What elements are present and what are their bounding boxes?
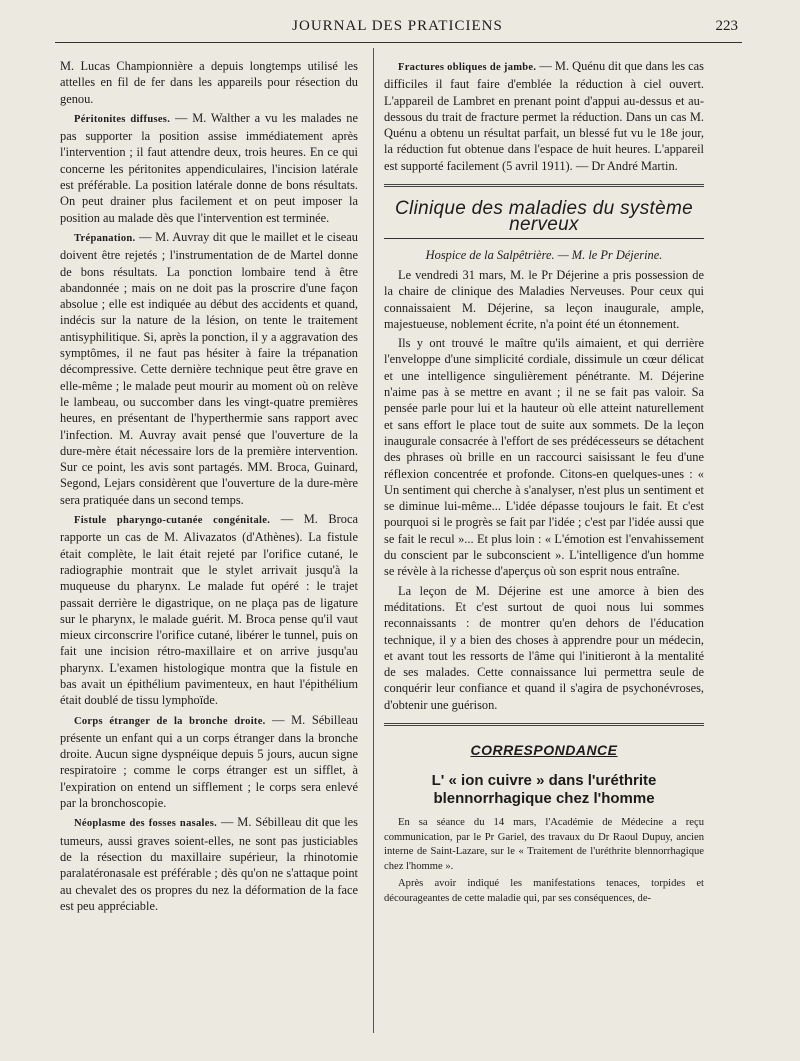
paragraph-body: — M. Quénu dit que dans les cas difficiles il faut faire d'emblée la réduction à ciel ouvert. L'appareil de Lambret en prenant point d'appui au-dessus et au-dessous du trait de fracture permet la réduction. Dans un cas M. Quénu a obtenu un résultat parfait, un blessé fut vu le 18e jour, la réduction fut obtenue dans l'espace de huit heures. L'appareil est supporté facilement (5 avril 1911). — Dr André Martin. <box>384 59 705 173</box>
byline-text: Hospice de la Salpêtrière. — M. le Pr Déjerine. <box>425 247 663 262</box>
paragraph-body: — M. Walther a vu les malades ne pas supporter la position assise immédiatement après l'intervention ; il faut attendre deux, trois heures. En ce qui concerne les péritonites appendiculaires, l'incision latérale est préférable. La position latérale donne de bons résultats. On peut drainer plus facilement et on peut imposer la position au malade dès que l'intervention est terminée. <box>60 110 358 225</box>
column-divider <box>373 48 374 1033</box>
paragraph-lead: Corps étranger de la bronche droite. <box>74 715 266 727</box>
paragraph: Ils y ont trouvé le maître qu'ils aimaient, et qui derrière l'enveloppe d'une simplicité cordiale, dissimule un cœur délicat et une intelligence singulièrement pénétrante. M. Déjerine n'aime pas à se mettre en avant ; il ne se fait pas valoir. Sa pensée parle pour lui et la hauteur où elle atteint naturellement et sans effort le place tout de suite aux sommets. De la leçon inaugurale consacrée à l'effort de ses prédécesseurs se détachent des phrases où brille en un raccourci saisissant le feu d'une réflexion concentrée et profonde. Citons-en quelques-unes : « Un sentiment qui cherche à s'analyser, n'est plus un sentiment et se diminue lui-même... L'idée dépasse toujours le fait. Et c'est pourquoi si le progrès se fait par l'idée ; c'est par l'idée aussi que se fait le recul »... Et plus loin : « L'émotion est l'envahissement du conscient par le subconscient ». L'intelligence d'un homme se révèle à la richesse d'aperçus où son esprit nous entraîne. <box>384 336 704 579</box>
paragraph <box>60 229 358 508</box>
section-rule <box>384 184 704 187</box>
paragraph: Après avoir indiqué les manifestations tenaces, torpides et décourageantes de cette maladie qui, par ses conséquences, de- <box>384 878 704 904</box>
section-subrule <box>384 238 704 239</box>
paragraph-lead: Fractures obliques de jambe. <box>398 62 537 73</box>
paragraph: En sa séance du 14 mars, l'Académie de Médecine a reçu communication, par le Pr Gariel, des travaux du Dr Raoul Dupuy, ancien interne de Saint-Lazare, sur le « Traitement de l'uréthrite blennorrhagique chez l'homme ». <box>384 817 704 872</box>
paragraph <box>60 511 358 709</box>
page-number: 223 <box>715 18 738 34</box>
byline <box>384 247 704 263</box>
right-column <box>384 58 704 909</box>
paragraph-body: — M. Sébilleau présente un enfant qui a un corps étranger dans la bronche droite. Aucun signe dyspnéique depuis 5 jours, aucun signe respiratoire ; comme le corps étranger est un sifflet, à l'expiration on entend un sifflement ; le corps sera enlevé par la bronchoscopie. <box>60 712 358 811</box>
paragraph-lead: Péritonites diffuses. <box>74 113 171 125</box>
paragraph: La leçon de M. Déjerine est une amorce à bien des méditations. Et c'est surtout de quoi nous lui sommes reconnaissants : de montrer qu'en dehors de l'éducation technique, il y a bien des choses à apprendre pour un médecin, et avant tout les ressorts de l'âme qui l'initieront à la mentalité de ses malades. Cette connaissance lui permettra seule de conquérir leur confiance et quand il s'agira de psychonévroses, d'obtenir une guérison. <box>384 583 704 712</box>
paragraph-body: — M. Sébilleau dit que les tumeurs, aussi graves soient-elles, ne sont pas justiciables de la résection du maxillaire supérieur, la rhinotomie paralatéronasale est préférable ; dès qu'on ne s'attaque point au chevalet des os propres du nez la déformation de la face est peu appréciable. <box>60 815 358 913</box>
paragraph-lead: Fistule pharyngo-cutanée congénitale. <box>74 515 271 527</box>
correspondance-title: CORRESPONDANCE <box>470 741 618 758</box>
paragraph: M. Lucas Championnière a depuis longtemps utilisé les attelles en fil de fer dans les appareils pour résection du genou. <box>60 59 358 106</box>
header-rule <box>55 42 742 43</box>
article-title: L' « ion cuivre » dans l'uréthrite blennorrhagique chez l'homme <box>431 772 657 808</box>
section-title: Clinique des maladies du système nerveux <box>395 198 693 236</box>
paragraph-lead: Trépanation. <box>74 232 136 244</box>
paragraph <box>60 110 358 226</box>
paragraph <box>60 814 358 914</box>
running-header <box>55 18 740 40</box>
paragraph-body: — M. Auvray dit que le maillet et le ciseau doivent être rejetés ; l'instrumentation de de Martel donne de bons résultats. La ponction lombaire tend à être abandonnée ; mais on ne doit pas la proscrire d'une façon absolue ; elle est indiquée au début des accidents et quand, indécis sur la nature de la lésion, on tente le traitement antisyphilitique. Si, après la ponction, il y a aggravation des symptômes, il ne faut pas hésiter à faire la trépanation décompressive. Cette dernière technique peut être grave en elle-même ; le malade peut mourir au moment où on relève le lambeau, ou succomber dans les vingt-quatre premières heures, en présentant de l'hyperthermie sans rapport avec l'infection. M. Auvray avait pensé que l'ouverture de la dure-mère était nécessaire lors de la première intervention. Sur ce point, les avis sont partagés. MM. Broca, Guinard, Segond, Lejars considèrent que l'ouverture de la dure-mère sera pratiquée dans un second temps. <box>60 229 358 507</box>
paragraph <box>60 712 358 812</box>
paragraph-body: — M. Broca rapporte un cas de M. Alivazatos (d'Athènes). La fistule était complète, le lait était rejeté par l'orifice cutané, le radiographie montrait que le stylet arrivait jusqu'à la muqueuse du pharynx. Le malade fut opéré : le trajet passait derrière le digastrique, on ne plaça pas de ligature sur le pharynx, le malade guérit. M. Broca pense qu'il vaut mieux circonscrire l'orifice cutané, libérer le tunnel, puis on fait une incision rétro-maxillaire et on arrive jusqu'au pharynx. L'examen histologique montra que la fistule en bas avait un épithélium pavimenteux, en haut l'épithélium était doublé de tissu lymphoïde. <box>60 512 358 708</box>
section-rule <box>384 723 704 726</box>
paragraph: Le vendredi 31 mars, M. le Pr Déjerine a pris possession de la chaire de clinique des Maladies Nerveuses. Pour ceux qui connaissaient M. Déjerine, sa leçon inaugurale, ample, majestueuse, noblement écrite, n'a point été un étonnement. <box>384 267 704 331</box>
left-column <box>60 58 358 917</box>
paragraph-lead: Néoplasme des fosses nasales. <box>74 818 218 830</box>
paragraph <box>384 58 704 174</box>
journal-title: JOURNAL DES PRATICIENS <box>292 18 503 34</box>
